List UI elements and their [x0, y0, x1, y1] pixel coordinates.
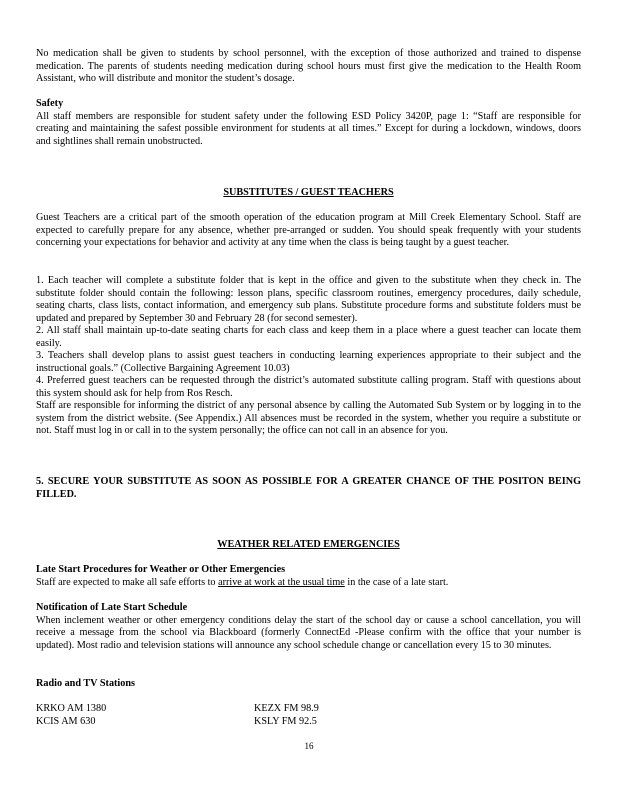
- substitutes-item-1: 1. Each teacher will complete a substitute folder that is kept in the office and given to the substitute when they check in. The substitute folder should contain the following: lesson plans, specific classroom routines, emergency procedures, daily schedule, seating charts, class lists, contact information, and emergency sub plans. Substitute procedure forms and substitute folders must be updated and prepared by September 30 and February 28 (for second semester).: [36, 275, 581, 324]
- absence-paragraph: Staff are responsible for informing the district of any personal absence by calling the Automated Sub System or by logging in to the system from the district website. (See Appendix.) All absences must be recorded in the system, whether you require a substitute or not. Staff must log in or call in to the system personally; the office can not call in an absence for you.: [36, 400, 581, 436]
- notification-heading: Notification of Late Start Schedule: [36, 602, 188, 613]
- safety-paragraph: All staff members are responsible for student safety under the following ESD Policy 3420P, page 1: “Staff are responsible for creating and maintaining the safest possible environment for students at all times.” Except for during a lockdown, windows, doors and sightlines shall remain unobstructed.: [36, 110, 581, 147]
- late-start-paragraph: Staff are expected to make all safe efforts to arrive at work at the usual time in the case of a late start.: [36, 576, 449, 588]
- safety-heading: Safety: [36, 98, 64, 109]
- weather-heading: WEATHER RELATED EMERGENCIES: [217, 539, 400, 550]
- substitutes-item-3: 3. Teachers shall develop plans to assist guest teachers in conducting learning experiences appropriate to their subject and the instructional goals.” (Collective Bargaining Agreement 10.03): [36, 350, 581, 374]
- stations-right-column: [254, 703, 319, 728]
- station-item: KRKO AM 1380: [36, 703, 107, 714]
- notification-paragraph: When inclement weather or other emergency conditions delay the start of the school day or cause a school cancellation, you will receive a message from the school via Blackboard (formerly ConnectEd -Please confirm with the office that your number is updated). Most radio and television stations will announce any school schedule change or cancellation every 15 to 30 minutes.: [36, 614, 581, 651]
- substitutes-list: [36, 275, 581, 438]
- page-number: 16: [304, 741, 314, 751]
- late-start-heading: Late Start Procedures for Weather or Other Emergencies: [36, 564, 286, 575]
- medication-paragraph: No medication shall be given to students by school personnel, with the exception of those authorized and trained to dispense medication. The parents of students needing medication during school hours must first give the medication to the Health Room Assistant, who will distribute and monitor the student’s dosage.: [36, 48, 581, 84]
- safety-section: [36, 98, 581, 148]
- substitutes-intro: Guest Teachers are a critical part of the smooth operation of the education program at Mill Creek Elementary School. Staff are expected to carefully prepare for any absence, whether pre-arranged or sudden. You should speak frequently with your students concerning your expectations for behavior and activity at any time when the class is being taught by a guest teacher.: [36, 212, 581, 248]
- substitutes-heading: SUBSTITUTES / GUEST TEACHERS: [223, 187, 394, 198]
- late-start-section: [36, 564, 581, 589]
- radio-heading: Radio and TV Stations: [36, 678, 135, 689]
- station-item: KEZX FM 98.9: [254, 703, 319, 714]
- substitutes-item-2: 2. All staff shall maintain up-to-date seating charts for each class and keep them in a place where a guest teacher can locate them easily.: [36, 325, 581, 349]
- station-item: KSLY FM 92.5: [254, 715, 317, 727]
- station-item: KCIS AM 630: [36, 715, 96, 727]
- substitutes-item-5: 5. SECURE YOUR SUBSTITUTE AS SOON AS POSSIBLE FOR A GREATER CHANCE OF THE POSITON BEING FILLED.: [36, 476, 581, 500]
- stations-left-column: [36, 703, 106, 728]
- substitutes-item-4: 4. Preferred guest teachers can be requested through the district’s automated substitute calling program. Staff with questions about this system should ask for help from Ros Resch.: [36, 375, 581, 399]
- notification-section: [36, 602, 581, 652]
